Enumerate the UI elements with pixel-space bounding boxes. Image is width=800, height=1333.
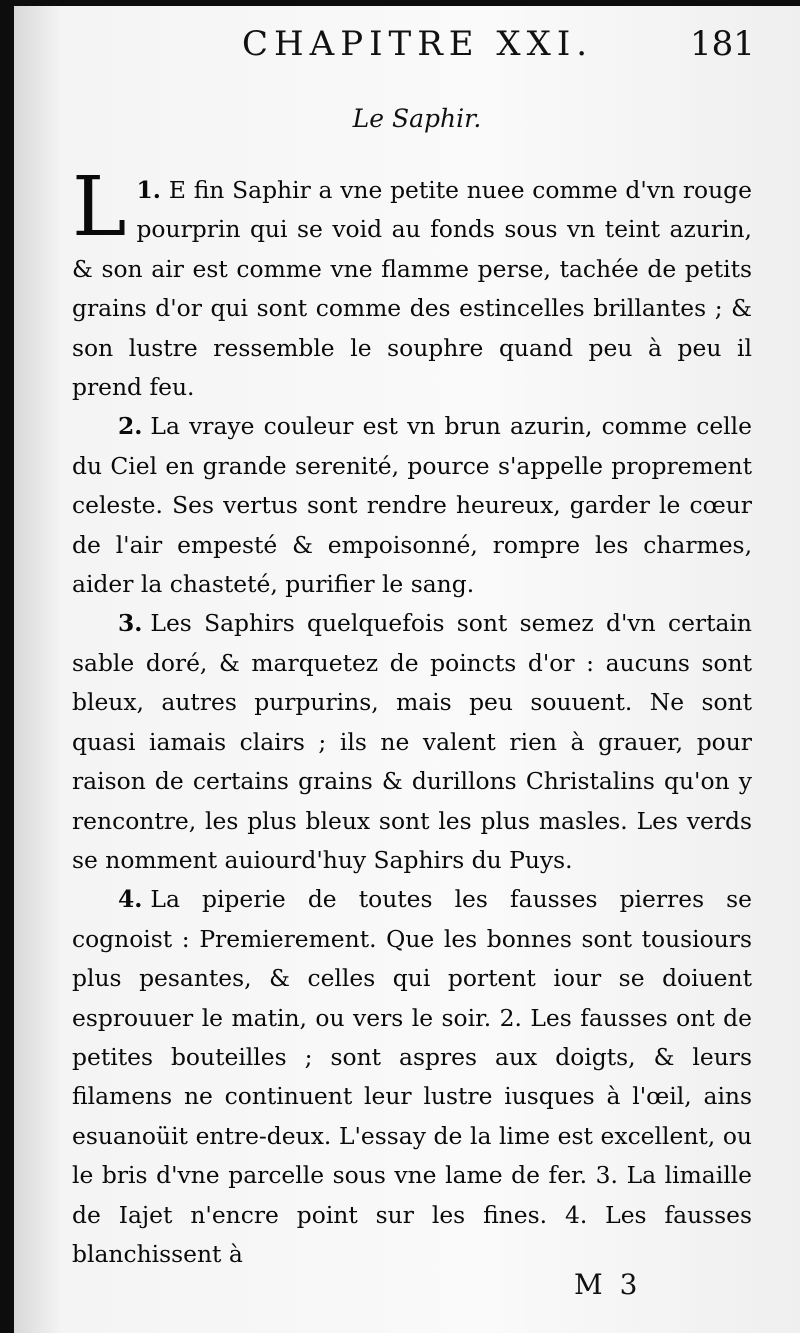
paragraph-number: 3. bbox=[118, 609, 143, 638]
drop-cap: L bbox=[72, 160, 127, 255]
paragraph-2 bbox=[72, 407, 752, 604]
paragraph-1 bbox=[72, 160, 752, 407]
running-head bbox=[14, 24, 800, 64]
paragraph-3 bbox=[72, 604, 752, 880]
paragraph-number: 4. bbox=[118, 885, 143, 914]
page-number: 181 bbox=[690, 24, 755, 64]
chapter-heading: CHAPITRE XXI. bbox=[242, 24, 594, 64]
paragraph-number: 2. bbox=[118, 412, 143, 441]
section-title: Le Saphir. bbox=[352, 104, 482, 133]
paragraph-text: Les Saphirs quelquefois sont semez d'vn certain sable doré, & marquetez de poincts d'or : aucuns sont bleux, autres purpurins, mais peu souuent. Ne sont quasi iamais clairs ; ils ne valent rien à grauer, pour raison de certains grains & durillons Christalins qu'on y rencontre, les plus bleux sont les plus masles. Les verds se nomment auiourd'huy Saphirs du Puys. bbox=[72, 609, 752, 874]
paragraph-4 bbox=[72, 880, 752, 1274]
body-text bbox=[72, 160, 752, 1274]
book-page bbox=[14, 6, 800, 1333]
paragraph-text: La vraye couleur est vn brun azurin, comme celle du Ciel en grande serenité, pource s'appelle proprement celeste. Ses vertus sont rendre heureux, garder le cœur de l'air empesté & empoisonné, rompre les charmes, aider la chasteté, purifier le sang. bbox=[72, 412, 752, 599]
paragraph-number: 1. bbox=[136, 176, 161, 204]
signature-mark: M 3 bbox=[574, 1268, 642, 1301]
paragraph-text: E fin Saphir a vne petite nuee comme d'vn rouge pourprin qui se void au fonds sous vn teint azurin, & son air est comme vne flamme perse, tachée de petits grains d'or qui sont comme des estincelles brillantes ; & son lustre ressemble le souphre quand peu à peu il prend feu. bbox=[72, 176, 752, 402]
paragraph-text: La piperie de toutes les fausses pierres se cognoist : Premierement. Que les bonnes sont tousiours plus pesantes, & celles qui portent iour se doiuent esprouuer le matin, ou vers le soir. 2. Les fausses ont de petites bouteilles ; sont aspres aux doigts, & leurs filamens ne continuent leur lustre iusques à l'œil, ains esuanoüit entre-deux. L'essay de la lime est excellent, ou le bris d'vne parcelle sous vne lame de fer. 3. La limaille de Iajet n'encre point sur les fines. 4. Les fausses blanchissent à bbox=[72, 885, 752, 1268]
